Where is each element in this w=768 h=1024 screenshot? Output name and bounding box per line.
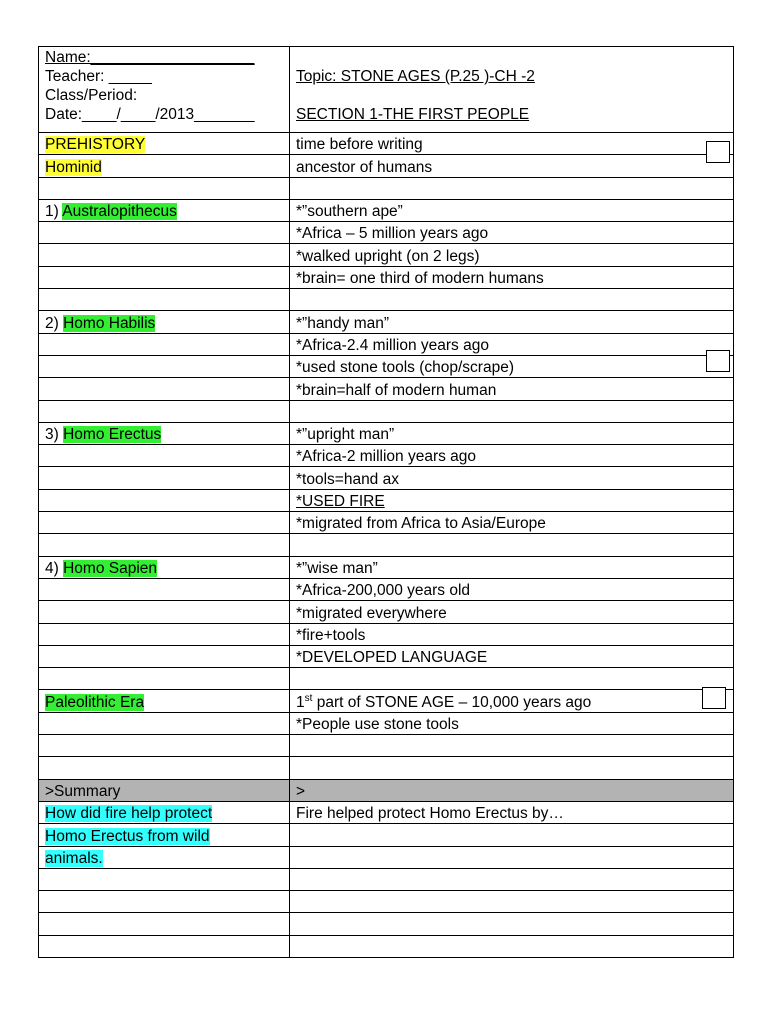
term-cell <box>39 846 290 868</box>
note-text: *”handy man” <box>296 314 390 332</box>
note-text: *Africa-2 million years ago <box>296 448 477 466</box>
note-cell <box>290 824 734 846</box>
term-cell <box>39 623 290 645</box>
note-text: ancestor of humans <box>296 158 433 176</box>
table-row <box>39 311 734 333</box>
table-row <box>39 177 734 199</box>
term-label: Homo Erectus <box>63 426 162 444</box>
table-row <box>39 400 734 422</box>
note-text: *fire+tools <box>296 626 366 644</box>
term-cell <box>39 712 290 734</box>
table-row <box>39 712 734 734</box>
term-cell <box>39 824 290 846</box>
date-field[interactable]: Date:____/____/2013_______ <box>45 106 255 123</box>
term-label: How did fire help protect <box>45 805 213 823</box>
note-text: *brain= one third of modern humans <box>296 270 544 288</box>
term-cell <box>39 757 290 779</box>
student-info-cell <box>39 47 290 133</box>
table-row <box>39 757 734 779</box>
teacher-field[interactable]: Teacher: _____ <box>45 68 152 85</box>
table-row <box>39 512 734 534</box>
term-cell <box>39 467 290 489</box>
term-label: Hominid <box>45 158 102 176</box>
note-text: part of STONE AGE – 10,000 years ago <box>312 693 592 711</box>
term-cell <box>39 868 290 890</box>
table-row <box>39 266 734 288</box>
note-cell <box>290 489 734 511</box>
table-row <box>39 155 734 177</box>
table-row <box>39 601 734 623</box>
term-label: animals. <box>45 849 103 867</box>
note-cell <box>290 712 734 734</box>
table-row <box>39 623 734 645</box>
term-label: Australopithecus <box>62 203 177 221</box>
table-row <box>39 556 734 578</box>
note-cell <box>290 846 734 868</box>
note-cell <box>290 645 734 667</box>
note-text: Fire helped protect Homo Erectus by… <box>296 805 564 823</box>
table-row <box>39 378 734 400</box>
note-cell <box>290 199 734 221</box>
topic-title: Topic: STONE AGES (P.25 )-CH -2 <box>296 68 535 85</box>
table-row <box>39 801 734 823</box>
note-text: *”wise man” <box>296 559 378 577</box>
term-label: Homo Habilis <box>63 314 156 332</box>
term-cell <box>39 445 290 467</box>
term-cell <box>39 913 290 935</box>
term-cell <box>39 668 290 690</box>
note-text: *Africa – 5 million years ago <box>296 225 489 243</box>
table-row <box>39 690 734 712</box>
note-ordinal-suffix: st <box>304 692 313 704</box>
name-field[interactable]: Name:___________________ <box>45 49 255 66</box>
table-row <box>39 355 734 377</box>
note-cell <box>290 177 734 199</box>
note-text: *DEVELOPED LANGUAGE <box>296 649 488 667</box>
term-cell <box>39 556 290 578</box>
note-cell <box>290 534 734 556</box>
note-text: *migrated from Africa to Asia/Europe <box>296 515 546 533</box>
note-cell <box>290 801 734 823</box>
note-cell <box>290 400 734 422</box>
section-title: SECTION 1-THE FIRST PEOPLE <box>296 106 530 123</box>
class-period-field[interactable]: Class/Period: <box>45 87 138 104</box>
note-cell <box>290 556 734 578</box>
term-cell <box>39 199 290 221</box>
table-row <box>39 935 734 957</box>
note-text: *brain=half of modern human <box>296 381 497 399</box>
table-row <box>39 199 734 221</box>
note-cell <box>290 222 734 244</box>
checkbox-homo-habilis[interactable] <box>706 350 730 372</box>
term-label: >Summary <box>45 782 121 800</box>
table-row <box>39 489 734 511</box>
table-row <box>39 578 734 600</box>
note-text: *”upright man” <box>296 426 395 444</box>
note-cell <box>290 355 734 377</box>
term-cell <box>39 422 290 444</box>
term-cell <box>39 534 290 556</box>
note-cell <box>290 623 734 645</box>
table-row <box>39 779 734 801</box>
note-cell <box>290 735 734 757</box>
term-number: 3) <box>45 426 64 444</box>
table-row <box>39 668 734 690</box>
term-cell <box>39 645 290 667</box>
note-cell <box>290 378 734 400</box>
note-cell <box>290 445 734 467</box>
note-text: *Africa-2.4 million years ago <box>296 336 489 354</box>
term-cell <box>39 489 290 511</box>
table-row <box>39 534 734 556</box>
table-row <box>39 735 734 757</box>
term-cell <box>39 935 290 957</box>
note-text: *migrated everywhere <box>296 604 447 622</box>
note-cell <box>290 333 734 355</box>
term-number: 2) <box>45 314 64 332</box>
note-cell <box>290 668 734 690</box>
term-cell <box>39 333 290 355</box>
term-label: Homo Sapien <box>63 559 158 577</box>
note-cell <box>290 133 734 155</box>
term-cell <box>39 400 290 422</box>
note-cell <box>290 467 734 489</box>
note-cell <box>290 690 734 712</box>
note-text: *tools=hand ax <box>296 470 399 488</box>
notes-table <box>38 46 734 958</box>
term-cell <box>39 779 290 801</box>
term-cell <box>39 891 290 913</box>
note-text: *USED FIRE <box>296 493 385 511</box>
note-cell <box>290 935 734 957</box>
note-text: *”southern ape” <box>296 203 403 221</box>
term-number: 1) <box>45 203 63 221</box>
term-cell <box>39 801 290 823</box>
table-row <box>39 422 734 444</box>
note-cell <box>290 891 734 913</box>
table-row <box>39 913 734 935</box>
table-row <box>39 868 734 890</box>
note-cell <box>290 289 734 311</box>
term-cell <box>39 155 290 177</box>
note-cell <box>290 512 734 534</box>
term-cell <box>39 601 290 623</box>
note-cell <box>290 155 734 177</box>
table-row <box>39 846 734 868</box>
table-row <box>39 289 734 311</box>
note-cell <box>290 913 734 935</box>
term-cell <box>39 735 290 757</box>
note-text: *used stone tools (chop/scrape) <box>296 359 514 377</box>
note-cell <box>290 422 734 444</box>
checkbox-paleolithic[interactable] <box>702 687 726 709</box>
note-ordinal: 1 <box>296 693 305 711</box>
note-cell <box>290 601 734 623</box>
note-cell <box>290 244 734 266</box>
note-cell <box>290 757 734 779</box>
term-cell <box>39 355 290 377</box>
term-cell <box>39 311 290 333</box>
note-cell <box>290 311 734 333</box>
term-cell <box>39 244 290 266</box>
term-label: PREHISTORY <box>45 136 146 154</box>
table-row <box>39 467 734 489</box>
table-row <box>39 244 734 266</box>
note-cell <box>290 868 734 890</box>
table-row <box>39 222 734 244</box>
term-cell <box>39 289 290 311</box>
note-cell <box>290 266 734 288</box>
table-row <box>39 133 734 155</box>
note-text: time before writing <box>296 136 423 154</box>
note-cell <box>290 779 734 801</box>
table-row <box>39 333 734 355</box>
note-text: > <box>296 782 306 800</box>
term-cell <box>39 266 290 288</box>
header-row <box>39 47 734 133</box>
term-cell <box>39 177 290 199</box>
term-cell <box>39 378 290 400</box>
table-row <box>39 445 734 467</box>
term-label: Homo Erectus from wild <box>45 827 210 845</box>
term-number: 4) <box>45 559 64 577</box>
term-cell <box>39 133 290 155</box>
term-cell <box>39 512 290 534</box>
term-label: Paleolithic Era <box>45 693 145 711</box>
table-row <box>39 891 734 913</box>
note-text: *walked upright (on 2 legs) <box>296 247 480 265</box>
note-text: *Africa-200,000 years old <box>296 582 471 600</box>
table-row <box>39 645 734 667</box>
term-cell <box>39 690 290 712</box>
topic-cell <box>290 47 734 133</box>
table-row <box>39 824 734 846</box>
note-cell <box>290 578 734 600</box>
term-cell <box>39 222 290 244</box>
term-cell <box>39 578 290 600</box>
note-text: *People use stone tools <box>296 716 459 734</box>
checkbox-prehistory[interactable] <box>706 141 730 163</box>
